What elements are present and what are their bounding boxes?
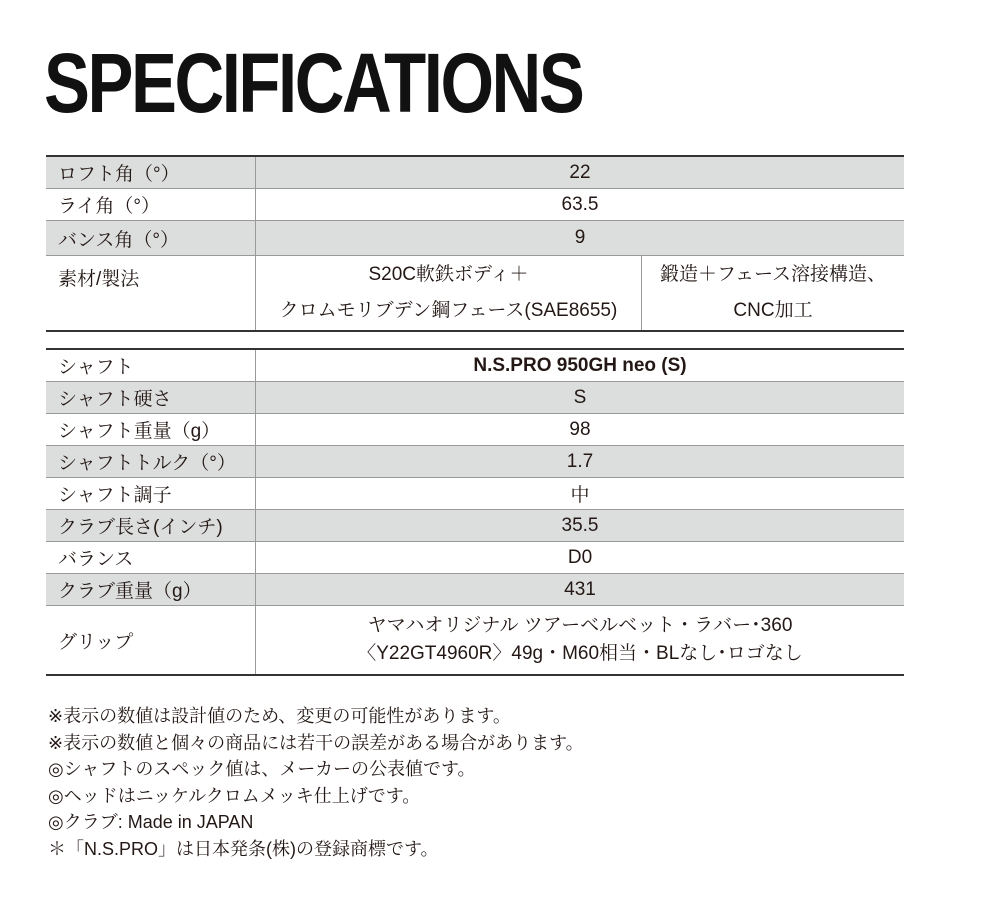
spec-label: バンス角（°） bbox=[46, 221, 256, 256]
table-row bbox=[46, 349, 904, 382]
method-line: 鍛造＋フェース溶接構造、 bbox=[659, 264, 887, 285]
head-spec-table bbox=[46, 155, 904, 332]
spec-label: クラブ長さ(インチ) bbox=[46, 510, 256, 542]
table-row bbox=[46, 510, 904, 542]
table-row bbox=[46, 414, 904, 446]
spec-value: 431 bbox=[256, 574, 905, 606]
spec-label: バランス bbox=[46, 542, 256, 574]
spec-value: D0 bbox=[256, 542, 905, 574]
notes bbox=[48, 703, 584, 862]
spec-label: ロフト角（°） bbox=[46, 156, 256, 189]
grip-line: ヤマハオリジナル ツアーベルベット・ラバー･360 bbox=[367, 615, 793, 636]
spec-label: シャフト bbox=[46, 349, 256, 382]
table-row bbox=[46, 478, 904, 510]
spec-value: 63.5 bbox=[256, 189, 905, 221]
grip-line: 〈Y22GT4960R〉49g・M60相当・BLなし･ロゴなし bbox=[357, 643, 803, 664]
spec-value: S bbox=[256, 382, 905, 414]
table-row bbox=[46, 542, 904, 574]
spec-label: シャフト重量（g） bbox=[46, 414, 256, 446]
note: ※表示の数値と個々の商品には若干の誤差がある場合があります。 bbox=[48, 732, 584, 753]
spec-value-material bbox=[256, 256, 642, 332]
table-row bbox=[46, 606, 904, 676]
note: ◎ヘッドはニッケルクロムメッキ仕上げです。 bbox=[48, 785, 421, 806]
table-row bbox=[46, 221, 904, 256]
spec-value-grip bbox=[256, 606, 905, 676]
shaft-spec-table bbox=[46, 348, 904, 676]
spec-value: 98 bbox=[256, 414, 905, 446]
note: ※表示の数値は設計値のため、変更の可能性があります。 bbox=[48, 706, 511, 726]
spec-value: 1.7 bbox=[256, 446, 905, 478]
method-line: CNC加工 bbox=[733, 300, 813, 321]
spec-label: グリップ bbox=[46, 606, 256, 676]
note: ◎クラブ: Made in JAPAN bbox=[48, 812, 254, 832]
spec-value: 35.5 bbox=[256, 510, 905, 542]
spec-value: 中 bbox=[256, 478, 905, 510]
spec-value: N.S.PRO 950GH neo (S) bbox=[256, 349, 905, 382]
table-row bbox=[46, 156, 904, 189]
spec-label: シャフト硬さ bbox=[46, 382, 256, 414]
spec-label: 素材/製法 bbox=[46, 256, 256, 332]
table-row bbox=[46, 446, 904, 478]
table-row bbox=[46, 382, 904, 414]
spec-label: ライ角（°） bbox=[46, 189, 256, 221]
table-row bbox=[46, 574, 904, 606]
note: ◎シャフトのスペック値は、メーカーの公表値です。 bbox=[48, 759, 476, 779]
spec-value-method bbox=[642, 256, 905, 332]
spec-label: クラブ重量（g） bbox=[46, 574, 256, 606]
material-line: S20C軟鉄ボディ＋ bbox=[368, 264, 529, 285]
page-title: SPECIFICATIONS bbox=[44, 36, 583, 130]
table-row bbox=[46, 189, 904, 221]
table-row bbox=[46, 256, 904, 332]
note: ＊「N.S.PRO」は日本発条(株)の登録商標です。 bbox=[48, 838, 439, 859]
spec-value: 9 bbox=[256, 221, 905, 256]
spec-value: 22 bbox=[256, 156, 905, 189]
spec-label: シャフトトルク（°） bbox=[46, 446, 256, 478]
spec-label: シャフト調子 bbox=[46, 478, 256, 510]
material-line: クロムモリブデン鋼フェース(SAE8655) bbox=[279, 300, 618, 321]
